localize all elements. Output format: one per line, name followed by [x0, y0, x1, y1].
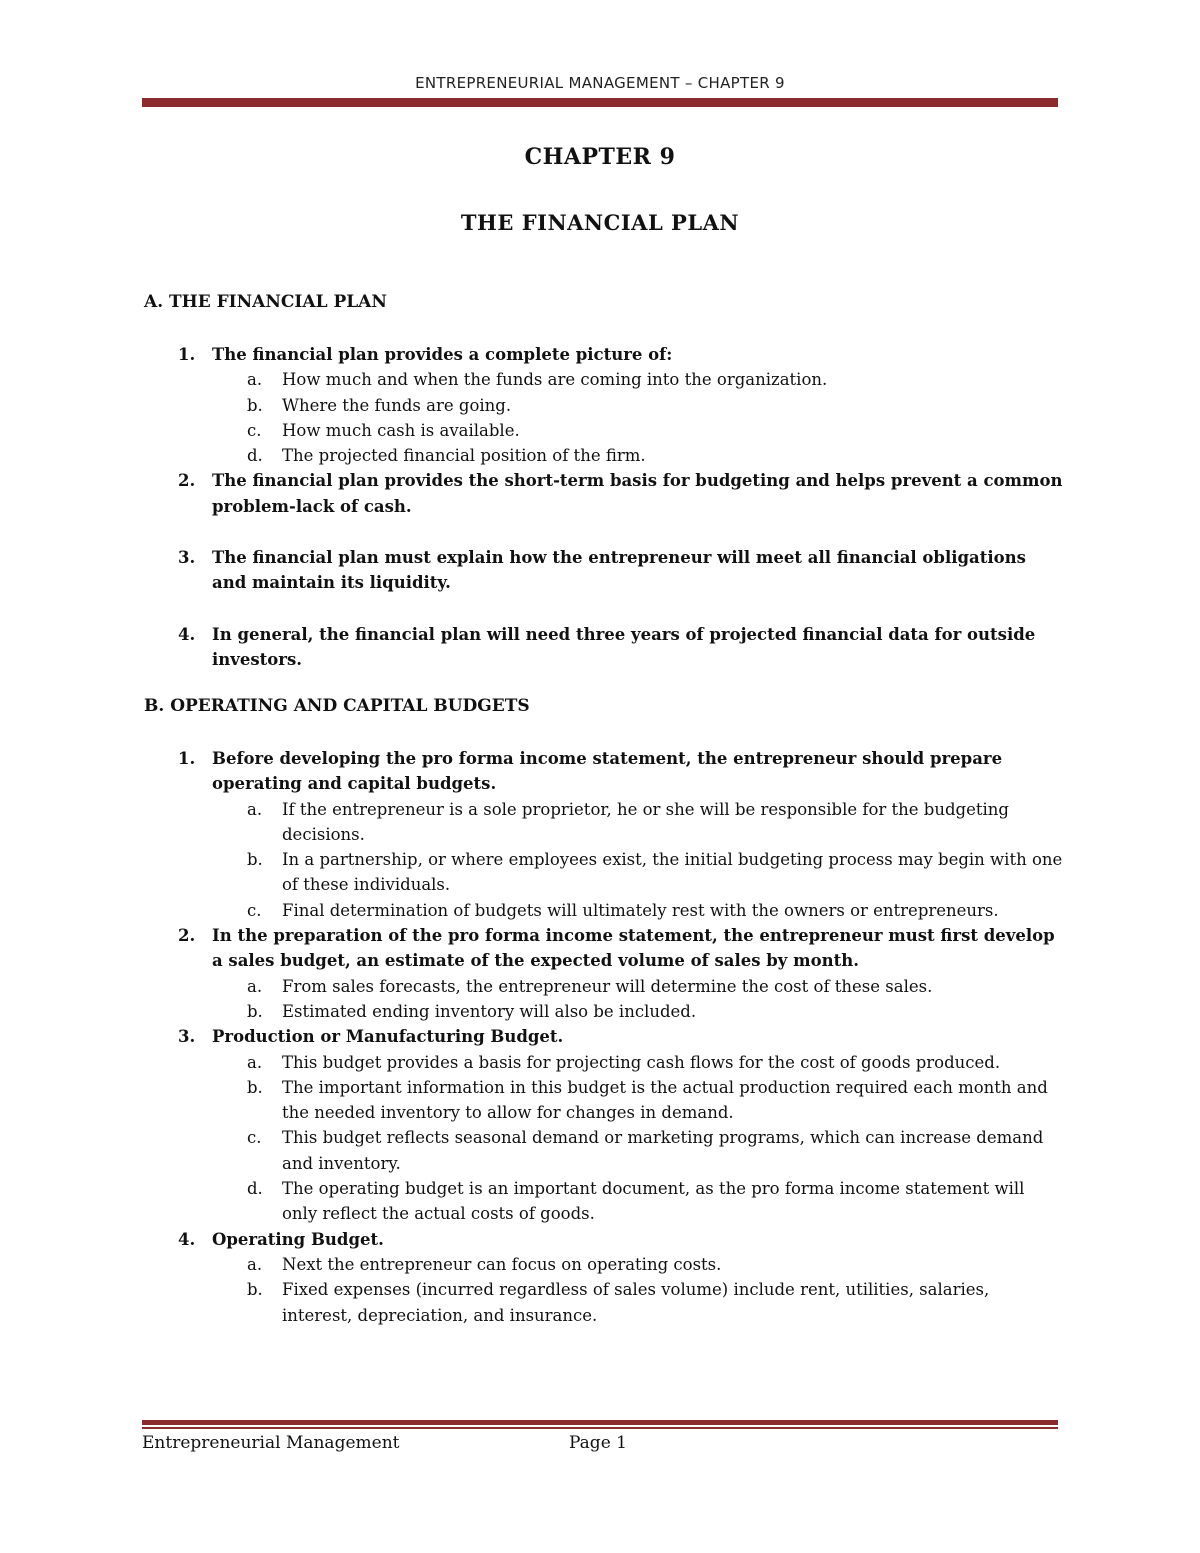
sub-item-letter: b.: [247, 1077, 263, 1097]
section-a-list: [144, 342, 1064, 672]
item-text: The financial plan provides a complete picture of:: [212, 345, 673, 364]
sub-item-letter: d.: [247, 1179, 263, 1199]
sub-item-letter: a.: [247, 976, 263, 996]
sub-item-text: Estimated ending inventory will also be included.: [282, 1001, 697, 1021]
item-number: 4.: [178, 1229, 196, 1249]
sub-item-letter: a.: [247, 370, 263, 390]
sub-item-letter: a.: [247, 799, 263, 819]
sub-item-letter: a.: [247, 1052, 263, 1072]
sub-list: [212, 797, 1064, 923]
section-b-heading: B. OPERATING AND CAPITAL BUDGETS: [144, 696, 530, 716]
sub-item-text: How much cash is available.: [282, 420, 520, 440]
sub-item-text: From sales forecasts, the entrepreneur will determine the cost of these sales.: [282, 976, 933, 996]
item-text: In the preparation of the pro forma income statement, the entrepreneur must first develop a sales budget, an estimate of the expected volume of sales by month.: [212, 926, 1055, 971]
sub-list-item: [212, 1176, 1064, 1227]
footer-rule-thin: [142, 1427, 1058, 1429]
sub-list-item: [212, 898, 1064, 923]
running-header: ENTREPRENEURIAL MANAGEMENT – CHAPTER 9: [415, 74, 785, 92]
item-text: The financial plan must explain how the entrepreneur will meet all financial obligations and maintain its liquidity.: [212, 548, 1026, 593]
footer-title: Entrepreneurial Management: [142, 1433, 400, 1453]
sub-item-text: Where the funds are going.: [282, 395, 512, 415]
item-text: Before developing the pro forma income statement, the entrepreneur should prepare operating and capital budgets.: [212, 749, 1003, 794]
sub-list-item: [212, 797, 1064, 848]
sub-item-text: Next the entrepreneur can focus on operating costs.: [282, 1254, 722, 1274]
chapter-title: CHAPTER 9: [524, 144, 676, 170]
sub-item-letter: b.: [247, 395, 263, 415]
sub-item-text: If the entrepreneur is a sole proprietor, he or she will be responsible for the budgeting decisions.: [282, 799, 1009, 844]
item-number: 1.: [178, 345, 196, 364]
item-number: 3.: [178, 548, 196, 568]
chapter-subtitle: THE FINANCIAL PLAN: [460, 210, 740, 235]
sub-item-text: The important information in this budget is the actual production required each month and the needed inventory to allow for changes in demand.: [282, 1077, 1048, 1123]
footer-rule: [142, 1420, 1058, 1425]
sub-item-text: The projected financial position of the firm.: [282, 446, 646, 466]
sub-item-letter: b.: [247, 1280, 263, 1300]
list-item: [144, 468, 1064, 519]
sub-item-text: In a partnership, or where employees exist, the initial budgeting process may begin with one of these individuals.: [282, 850, 1063, 895]
item-text: Operating Budget.: [212, 1229, 384, 1249]
item-number: 3.: [178, 1027, 196, 1047]
sub-list-item: [212, 393, 1064, 418]
list-item: [144, 1024, 1064, 1226]
sub-list-item: [212, 847, 1064, 898]
list-item: [144, 622, 1064, 673]
sub-list-item: [212, 1075, 1064, 1126]
sub-list-item: [212, 367, 1064, 392]
item-text: In general, the financial plan will need three years of projected financial data for outside investors.: [212, 624, 1036, 669]
sub-item-letter: d.: [247, 446, 263, 466]
sub-item-text: How much and when the funds are coming into the organization.: [282, 370, 828, 390]
sub-item-letter: b.: [247, 850, 263, 870]
section-a-heading: A. THE FINANCIAL PLAN: [144, 292, 387, 312]
item-number: 1.: [178, 749, 196, 768]
sub-list: [212, 367, 1064, 468]
sub-list: [212, 974, 1064, 1025]
sub-item-letter: b.: [247, 1001, 263, 1021]
sub-item-text: The operating budget is an important document, as the pro forma income statement will only reflect the actual costs of goods.: [282, 1179, 1025, 1224]
sub-list-item: [212, 1252, 1064, 1277]
sub-list-item: [212, 418, 1064, 443]
sub-item-text: Fixed expenses (incurred regardless of sales volume) include rent, utilities, salaries, interest, depreciation, and insurance.: [282, 1280, 990, 1325]
list-item: [144, 545, 1064, 596]
sub-item-letter: a.: [247, 1254, 263, 1274]
item-number: 2.: [178, 926, 196, 946]
item-text: The financial plan provides the short-term basis for budgeting and helps prevent a common problem-lack of cash.: [212, 471, 1063, 516]
item-number: 4.: [178, 624, 196, 644]
sub-list-item: [212, 999, 1064, 1024]
sub-list: [212, 1252, 1064, 1328]
sub-item-text: This budget provides a basis for projecting cash flows for the cost of goods produced.: [282, 1052, 1001, 1072]
item-text: Production or Manufacturing Budget.: [212, 1027, 564, 1047]
list-item: [144, 342, 1064, 468]
list-item: [144, 1227, 1064, 1328]
sub-item-letter: c.: [247, 1128, 262, 1148]
sub-item-letter: c.: [247, 420, 262, 440]
sub-list-item: [212, 974, 1064, 999]
section-b-list: [144, 746, 1064, 1328]
header-rule: [142, 98, 1058, 107]
sub-list-item: [212, 1050, 1064, 1075]
sub-list: [212, 1050, 1064, 1227]
sub-list-item: [212, 1277, 1064, 1328]
page-number: Page 1: [569, 1433, 627, 1453]
item-number: 2.: [178, 471, 196, 491]
list-item: [144, 746, 1064, 923]
sub-item-text: This budget reflects seasonal demand or marketing programs, which can increase demand and inventory.: [282, 1128, 1044, 1173]
sub-list-item: [212, 1125, 1064, 1176]
sub-item-text: Final determination of budgets will ultimately rest with the owners or entrepreneurs.: [282, 900, 999, 920]
sub-item-letter: c.: [247, 900, 262, 920]
list-item: [144, 923, 1064, 1024]
sub-list-item: [212, 443, 1064, 468]
